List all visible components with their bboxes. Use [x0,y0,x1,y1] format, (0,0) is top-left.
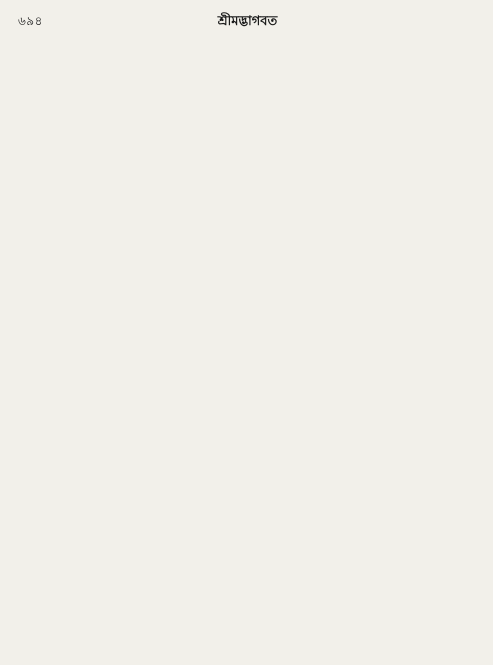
page-number: ৬৯৪ [18,14,43,28]
running-title: শ্রীমদ্ভাগবত [217,14,278,29]
text-columns [18,32,477,652]
right-column [255,32,477,652]
left-column [18,32,240,652]
page-header [18,10,477,32]
